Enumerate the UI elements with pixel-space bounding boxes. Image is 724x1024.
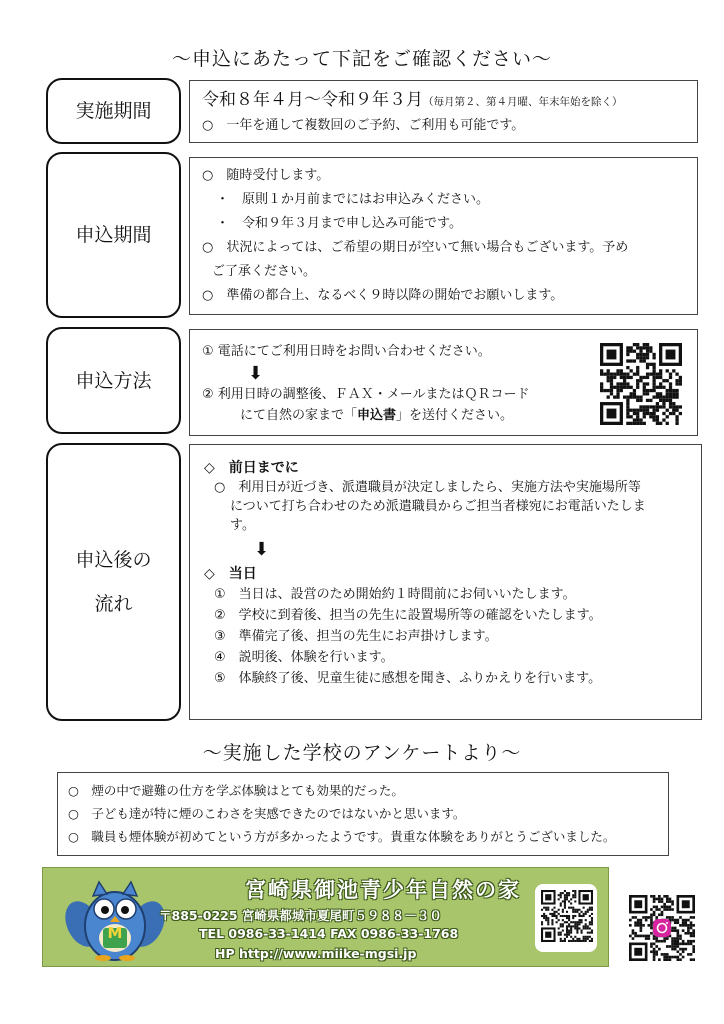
instagram-qr-code[interactable] bbox=[629, 895, 695, 961]
flow-sec1-line1: ○ 利用日が近づき、派遣職員が決定しましたら、実施方法や実施場所等 bbox=[214, 480, 641, 495]
flow-step-1: ① 当日は、設営のため開始約１時間前にお伺いいたします。 bbox=[214, 587, 576, 602]
apply-line-5: ご了承ください。 bbox=[212, 264, 317, 279]
footer-hp[interactable]: HP http://www.miike-mgsi.jp bbox=[215, 946, 417, 961]
method-step2: ② 利用日時の調整後、ＦＡＸ・メールまたはＱＲコード bbox=[202, 386, 530, 402]
flow-arrow-icon: ⬇ bbox=[254, 539, 270, 560]
apply-line-6: ○ 準備の都合上、なるべく９時以降の開始でお願いします。 bbox=[202, 288, 564, 303]
survey-item-3: ○ 職員も煙体験が初めてという方が多かったようです。貴重な体験をありがとうございました。 bbox=[68, 829, 616, 844]
survey-heading: 〜実施した学校のアンケートより〜 bbox=[202, 742, 522, 764]
method-step2b-pre: にて自然の家まで「 bbox=[240, 407, 358, 423]
mascot-letter: M bbox=[107, 924, 123, 942]
apply-period-box bbox=[189, 157, 698, 315]
apply-line-3: ・ 令和９年３月まで申し込み可能です。 bbox=[216, 216, 462, 231]
flow-sec2-title: ◇ 当日 bbox=[204, 566, 257, 582]
flow-step-2: ② 学校に到着後、担当の先生に設置場所等の確認をいたします。 bbox=[214, 608, 602, 623]
flow-label-line2: 流れ bbox=[94, 593, 133, 615]
apply-line-2: ・ 原則１か月前までにはお申込みください。 bbox=[216, 192, 490, 207]
website-qr-code[interactable] bbox=[541, 890, 593, 946]
footer-banner bbox=[42, 867, 609, 967]
period-line2: ○ 一年を通して複数回のご予約、ご利用も可能です。 bbox=[202, 118, 525, 134]
period-note: （毎月第２、第４月曜、年末年始を除く） bbox=[423, 96, 623, 108]
method-step2b-bold: 申込書 bbox=[357, 407, 397, 423]
flow-step-4: ④ 説明後、体験を行います。 bbox=[214, 650, 394, 665]
flow-label bbox=[46, 443, 181, 721]
flow-box bbox=[189, 444, 702, 720]
footer-title: 宮崎県御池青少年自然の家 bbox=[245, 878, 521, 902]
flow-label-line1: 申込後の bbox=[75, 549, 152, 571]
flow-sec1-line2: について打ち合わせのため派遣職員からご担当者様宛にお電話いたしま bbox=[230, 499, 646, 514]
flow-sec1-title: ◇ 前日までに bbox=[204, 460, 299, 476]
method-step1: ① 電話にてご利用日時をお問い合わせください。 bbox=[202, 344, 491, 359]
period-label: 実施期間 bbox=[46, 78, 181, 144]
flow-step-3: ③ 準備完了後、担当の先生にお声掛けします。 bbox=[214, 629, 498, 644]
apply-period-label: 申込期間 bbox=[46, 152, 181, 318]
period-box bbox=[189, 80, 698, 143]
survey-item-1: ○ 煙の中で避難の仕方を学ぶ体験はとても効果的だった。 bbox=[68, 783, 404, 798]
confirm-heading: 〜申込にあたって下記をご確認ください〜 bbox=[171, 48, 552, 70]
footer-address: 〒885-0225 宮崎県都城市夏尾町５９８８－３０ bbox=[159, 908, 442, 923]
owl-mascot-icon bbox=[65, 876, 165, 962]
survey-box bbox=[57, 772, 669, 856]
survey-item-2: ○ 子ども達が特に煙のこわさを実感できたのではないかと思います。 bbox=[68, 806, 466, 821]
apply-line-4: ○ 状況によっては、ご希望の期日が空いて無い場合もございます。予め bbox=[202, 240, 629, 255]
period-main: 令和８年４月〜令和９年３月 bbox=[202, 90, 423, 110]
method-label: 申込方法 bbox=[46, 327, 181, 434]
footer-tel-fax: TEL 0986-33-1414 FAX 0986-33-1768 bbox=[199, 926, 459, 941]
apply-line-1: ○ 随時受付します。 bbox=[202, 168, 330, 183]
application-qr-code[interactable] bbox=[600, 343, 682, 425]
flow-sec1-line3: す。 bbox=[230, 518, 255, 533]
method-arrow-icon: ⬇ bbox=[248, 362, 264, 384]
method-step2b-post: 」を送付ください。 bbox=[396, 407, 514, 423]
flow-step-5: ⑤ 体験終了後、児童生徒に感想を聞き、ふりかえりを行います。 bbox=[214, 671, 602, 686]
